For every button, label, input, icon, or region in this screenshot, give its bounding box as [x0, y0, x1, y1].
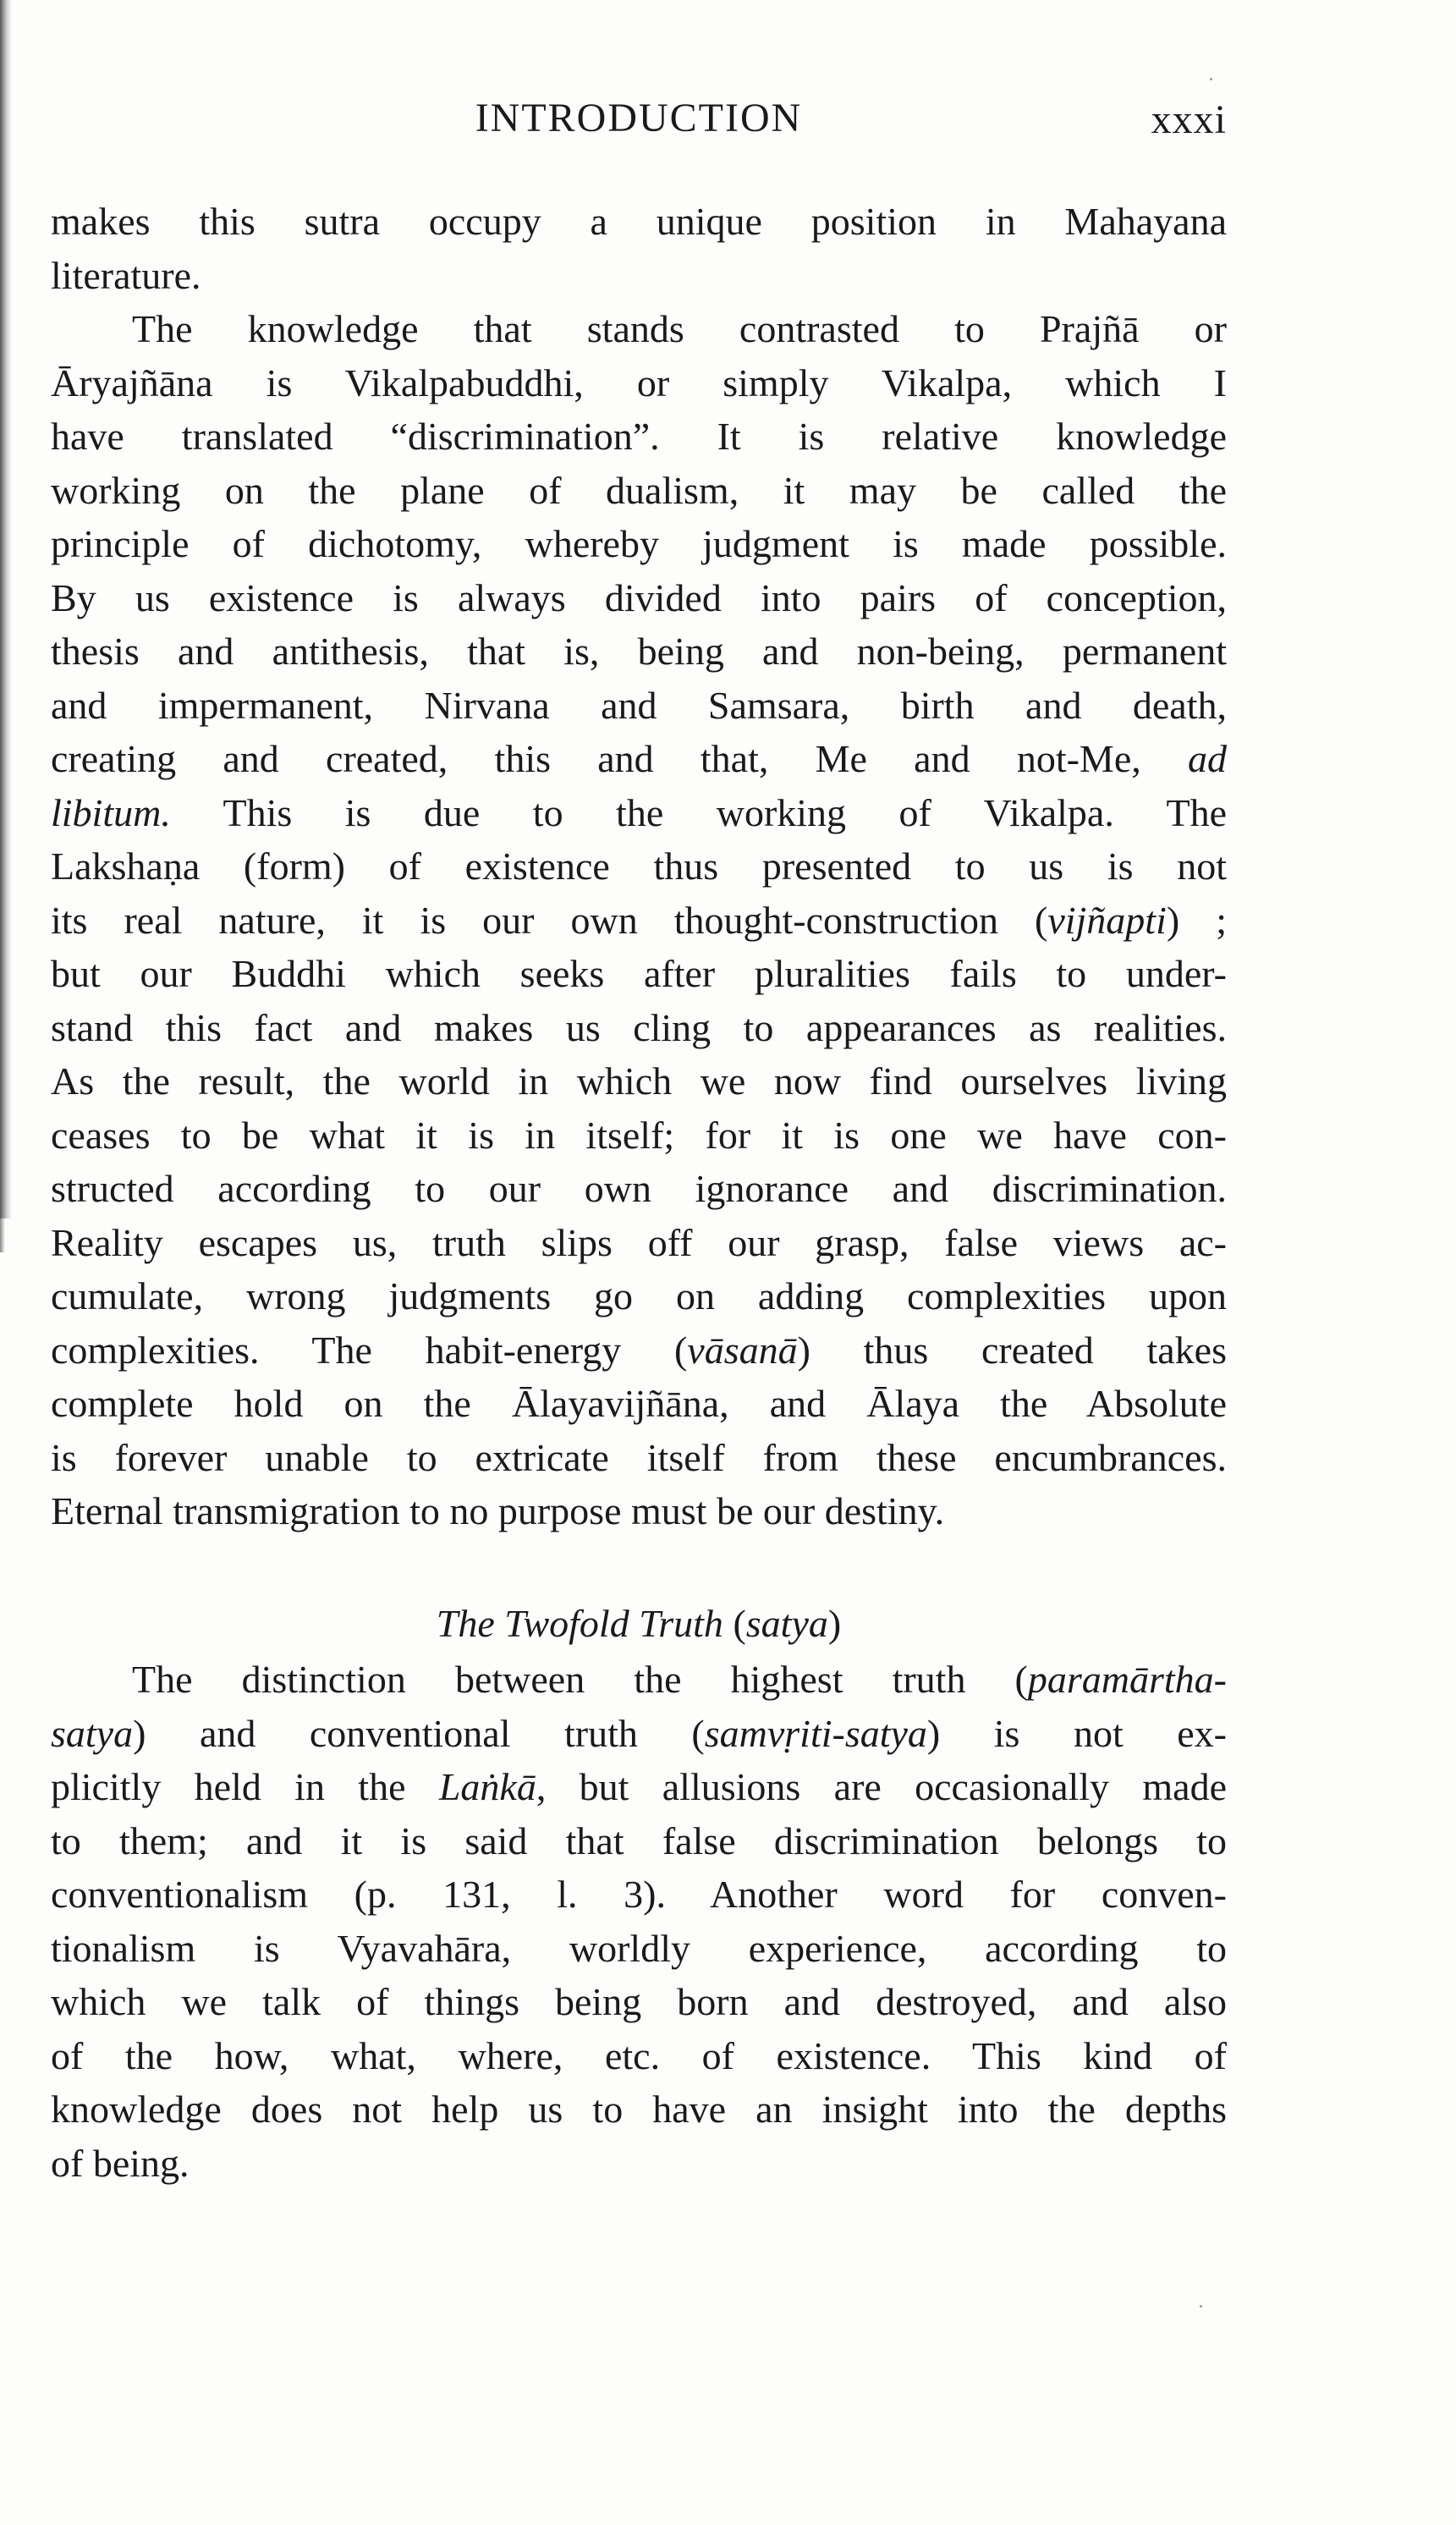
italic-term: satya	[51, 1711, 134, 1755]
page-number: xxxi	[1151, 97, 1227, 142]
text-span: , but allusions are occasionally made	[536, 1765, 1227, 1808]
scan-speck	[1210, 78, 1212, 80]
text-span: ) and conventional truth (	[133, 1711, 705, 1755]
running-title: INTRODUCTION	[475, 96, 803, 140]
text-line: complete hold on the Ālayavijñāna, and Ālaya the Absolute	[51, 1382, 1227, 1425]
text-line: principle of dichotomy, whereby judgment is made possible.	[51, 522, 1227, 565]
text-span: plicitly held in the	[51, 1765, 439, 1808]
text-line: stand this fact and makes us cling to appearances as realities.	[51, 1005, 1227, 1049]
text-line: and impermanent, Nirvana and Samsara, birth and death,	[51, 683, 1227, 727]
text-line: working on the plane of dualism, it may be called the	[51, 468, 1227, 512]
text-line: cumulate, wrong judgments go on adding complexities upon	[51, 1274, 1227, 1318]
text-line	[51, 1707, 1227, 1761]
section-gap	[51, 1538, 1227, 1593]
text-line: knowledge does not help us to have an insight into the depths	[51, 2088, 1227, 2131]
text-line	[51, 786, 1227, 840]
text-line	[51, 894, 1227, 948]
text-span: creating and created, this and that, Me and not-Me,	[51, 737, 1141, 780]
italic-term: ad	[1188, 737, 1228, 780]
binding-shadow-lower	[0, 1218, 5, 1252]
text-span: ) is not ex-	[926, 1711, 1227, 1755]
text-line: ceases to be what it is in itself; for it is one we have con-	[51, 1113, 1227, 1157]
italic-term: paramārtha-	[1027, 1658, 1227, 1701]
text-line: of the how, what, where, etc. of existence. This kind of	[51, 2033, 1227, 2077]
text-line: thesis and antithesis, that is, being and non-being, permanent	[51, 630, 1227, 673]
text-line: of being.	[51, 2141, 190, 2185]
text-line: is forever unable to extricate itself from these encumbrances.	[51, 1435, 1227, 1479]
text-line: By us existence is always divided into pairs of conception,	[51, 575, 1227, 619]
running-head	[51, 95, 1227, 162]
heading-paren: (	[723, 1602, 746, 1645]
heading-paren: )	[827, 1602, 842, 1645]
text-span: The distinction between the highest truth (	[132, 1658, 1028, 1701]
text-line: Āryajñāna is Vikalpabuddhi, or simply Vikalpa, which I	[51, 360, 1227, 404]
text-line: The knowledge that stands contrasted to Prajñā or	[132, 307, 1227, 350]
italic-term: libitum.	[51, 790, 171, 834]
binding-shadow	[0, 0, 12, 1218]
text-line	[51, 1323, 1227, 1378]
text-line: As the result, the world in which we now find ourselves living	[51, 1059, 1227, 1103]
text-line: literature.	[51, 253, 201, 297]
text-span: complexities. The habit-energy (	[51, 1328, 688, 1372]
text-span: its real nature, it is our own thought-construction (	[51, 898, 1048, 942]
italic-term: vijñapti	[1047, 898, 1167, 942]
text-line: to them; and it is said that false discrimination belongs to	[51, 1818, 1227, 1862]
text-line: Eternal transmigration to no purpose must be our destiny.	[51, 1489, 945, 1532]
text-span: ) ;	[1166, 898, 1227, 942]
text-line	[51, 1653, 1227, 1707]
scan-speck	[1200, 2305, 1202, 2308]
text-line	[51, 732, 1227, 786]
text-span: This is due to the working of Vikalpa. The	[223, 790, 1228, 834]
text-line: tionalism is Vyavahāra, worldly experience, according to	[51, 1926, 1227, 1970]
text-line: structed according to our own ignorance and discrimination.	[51, 1167, 1227, 1210]
text-line: conventionalism (p. 131, l. 3). Another word for conven-	[51, 1873, 1227, 1916]
text-line: which we talk of things being born and destroyed, and also	[51, 1980, 1227, 2023]
body-text	[51, 195, 1227, 2190]
italic-term: vāsanā	[687, 1328, 798, 1372]
text-line: Reality escapes us, truth slips off our grasp, false views ac-	[51, 1220, 1227, 1264]
text-line: but our Buddhi which seeks after pluralities fails to under-	[51, 952, 1227, 995]
text-line: Lakshaṇa (form) of existence thus presented to us is not	[51, 844, 1227, 888]
text-line: have translated “discrimination”. It is relative knowledge	[51, 415, 1227, 458]
heading-term: satya	[745, 1602, 828, 1645]
heading-title: The Twofold Truth	[436, 1602, 723, 1645]
text-span: ) thus created takes	[797, 1328, 1227, 1372]
italic-term: Laṅkā	[438, 1765, 536, 1808]
section-heading	[51, 1597, 1227, 1653]
text-line	[51, 1760, 1227, 1814]
text-line: makes this sutra occupy a unique position in Mahayana	[51, 200, 1227, 243]
italic-term: samvṛiti-satya	[704, 1711, 927, 1755]
